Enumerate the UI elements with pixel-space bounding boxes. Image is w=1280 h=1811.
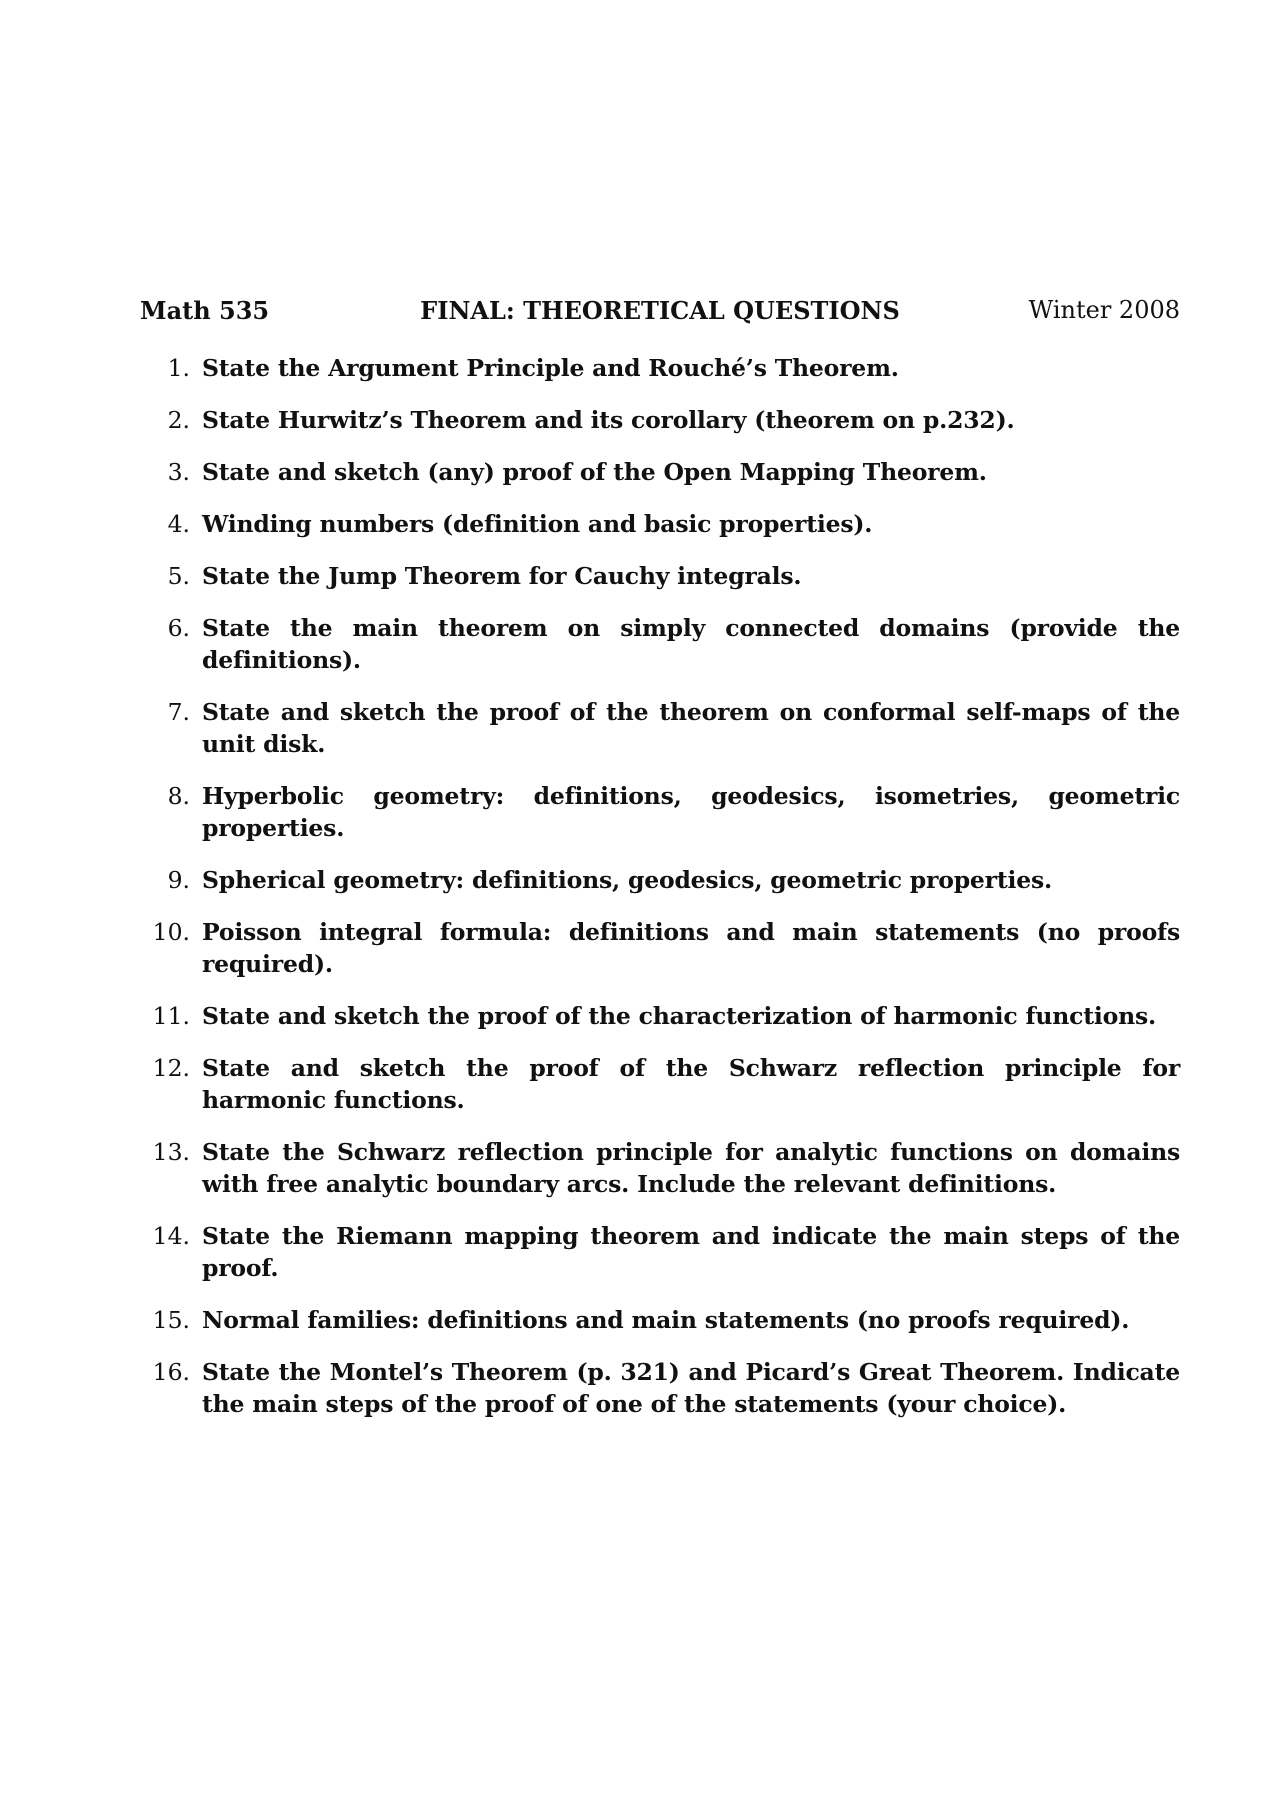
course-label: Math 535 <box>140 296 270 325</box>
question-item <box>140 352 1180 384</box>
question-text: State the main theorem on simply connected domains (provide the definitions). <box>202 614 1180 674</box>
question-item <box>140 780 1180 844</box>
question-item <box>140 864 1180 896</box>
question-list <box>140 352 1180 1440</box>
question-number: 14. <box>152 1222 190 1250</box>
question-number: 2. <box>167 406 190 434</box>
question-text: Normal families: definitions and main statements (no proofs required). <box>202 1306 1130 1334</box>
question-text: Winding numbers (definition and basic properties). <box>202 510 873 538</box>
question-item <box>140 456 1180 488</box>
question-item <box>140 560 1180 592</box>
question-item <box>140 1220 1180 1284</box>
question-item <box>140 696 1180 760</box>
question-text: Spherical geometry: definitions, geodesics, geometric properties. <box>202 866 1053 894</box>
question-item <box>140 612 1180 676</box>
question-item <box>140 508 1180 540</box>
page-title: FINAL: THEORETICAL QUESTIONS <box>420 296 900 325</box>
question-number: 9. <box>167 866 190 894</box>
question-text: State and sketch the proof of the theorem on conformal self-maps of the unit disk. <box>202 698 1180 758</box>
question-number: 16. <box>152 1358 190 1386</box>
question-text: Poisson integral formula: definitions and main statements (no proofs required). <box>202 918 1180 978</box>
question-number: 11. <box>152 1002 190 1030</box>
question-number: 15. <box>152 1306 190 1334</box>
question-text: State the Riemann mapping theorem and indicate the main steps of the proof. <box>202 1222 1180 1282</box>
question-number: 7. <box>167 698 190 726</box>
question-number: 1. <box>167 354 190 382</box>
page-header <box>140 290 1180 330</box>
question-number: 3. <box>167 458 190 486</box>
question-number: 12. <box>152 1054 190 1082</box>
question-text: State the Montel’s Theorem (p. 321) and Picard’s Great Theorem. Indicate the main steps of the proof of one of the statements (your choice). <box>202 1358 1180 1418</box>
question-text: Hyperbolic geometry: definitions, geodesics, isometries, geometric properties. <box>202 782 1180 842</box>
question-number: 13. <box>152 1138 190 1166</box>
term-label: Winter 2008 <box>1028 296 1180 324</box>
question-text: State and sketch (any) proof of the Open Mapping Theorem. <box>202 458 987 486</box>
question-number: 10. <box>152 918 190 946</box>
question-number: 5. <box>167 562 190 590</box>
question-text: State and sketch the proof of the characterization of harmonic functions. <box>202 1002 1157 1030</box>
question-number: 4. <box>167 510 190 538</box>
question-text: State the Jump Theorem for Cauchy integrals. <box>202 562 802 590</box>
question-item <box>140 404 1180 436</box>
question-text: State and sketch the proof of the Schwarz reflection principle for harmonic functions. <box>202 1054 1180 1114</box>
question-item <box>140 1356 1180 1420</box>
question-item <box>140 1000 1180 1032</box>
question-text: State the Argument Principle and Rouché’s Theorem. <box>202 354 899 382</box>
question-text: State Hurwitz’s Theorem and its corollary (theorem on p.232). <box>202 406 1015 434</box>
question-text: State the Schwarz reflection principle for analytic functions on domains with free analytic boundary arcs. Include the relevant definitions. <box>202 1138 1180 1198</box>
question-number: 6. <box>167 614 190 642</box>
question-item <box>140 1304 1180 1336</box>
question-item <box>140 1136 1180 1200</box>
question-number: 8. <box>167 782 190 810</box>
question-item <box>140 1052 1180 1116</box>
question-item <box>140 916 1180 980</box>
